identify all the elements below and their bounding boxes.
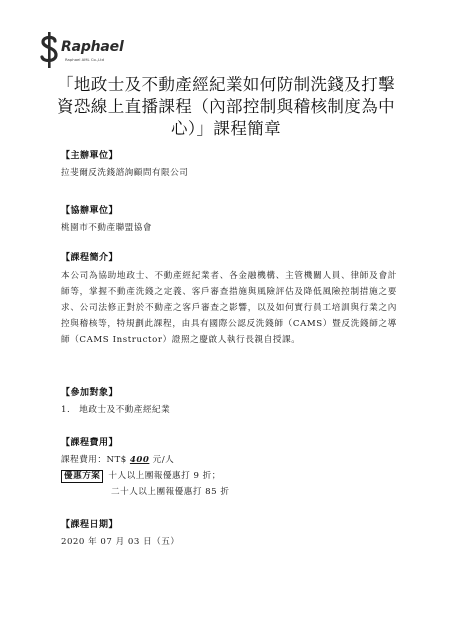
fee-section <box>61 437 397 500</box>
logo-subtitle: Raphael AML Co.,Ltd <box>65 57 105 62</box>
page-title: 「地政士及不動產經紀業如何防制洗錢及打擊資恐線上直播課程（內部控制與稽核制度為中心）」課程簡章 <box>57 75 395 138</box>
intro-text: 本公司為協助地政士、不動產經紀業者、各金融機構、主管機關人員、律師及會計師等，掌握不動產洗錢之定義、客戶審查措施與風險評估及降低風險控制措施之要求、公司法修正對於不動產之客戶審查之影響，以及如何實行員工培訓與行業之內控與稽核等，特規劃此課程，由具有國際公認反洗錢師（CAMS）暨反洗錢師之導師（CAMS Instructor）證照之慶啟人執行長親自授課。 <box>61 271 397 345</box>
co-organizer-text: 桃園市不動產聯盟協會 <box>61 223 152 233</box>
date-section <box>61 519 397 550</box>
fee-heading: 【課程費用】 <box>61 438 119 448</box>
organizer-heading: 【主辦單位】 <box>61 151 119 161</box>
co-organizer-heading: 【協辦單位】 <box>61 206 119 216</box>
discount-line-1 <box>61 468 397 484</box>
audience-heading: 【參加對象】 <box>61 388 119 398</box>
date-text: 2020 年 07 月 03 日（五） <box>61 537 180 547</box>
discount-label: 優惠方案 <box>61 470 103 483</box>
fee-prefix: 課程費用：NT$ <box>61 455 130 465</box>
intro-heading: 【課程簡介】 <box>61 253 119 263</box>
organizer-section <box>61 150 397 181</box>
company-logo <box>38 32 148 72</box>
co-organizer-section <box>61 205 397 236</box>
raphael-logo-icon <box>38 32 60 68</box>
fee-amount: 400 <box>129 455 150 465</box>
date-heading: 【課程日期】 <box>61 520 119 530</box>
discount-1: 十人以上團報優惠打 9 折； <box>108 471 221 481</box>
logo-name: Raphael <box>61 39 124 55</box>
fee-suffix: 元/人 <box>149 455 175 465</box>
fee-line <box>61 452 397 468</box>
audience-item: 1. 地政士及不動產經紀業 <box>61 405 171 415</box>
organizer-text: 拉斐爾反洗錢諮詢顧問有限公司 <box>61 168 189 178</box>
audience-section <box>61 387 397 418</box>
discount-line-2: 二十人以上團報優惠打 85 折 <box>111 487 230 497</box>
intro-section <box>61 252 397 348</box>
